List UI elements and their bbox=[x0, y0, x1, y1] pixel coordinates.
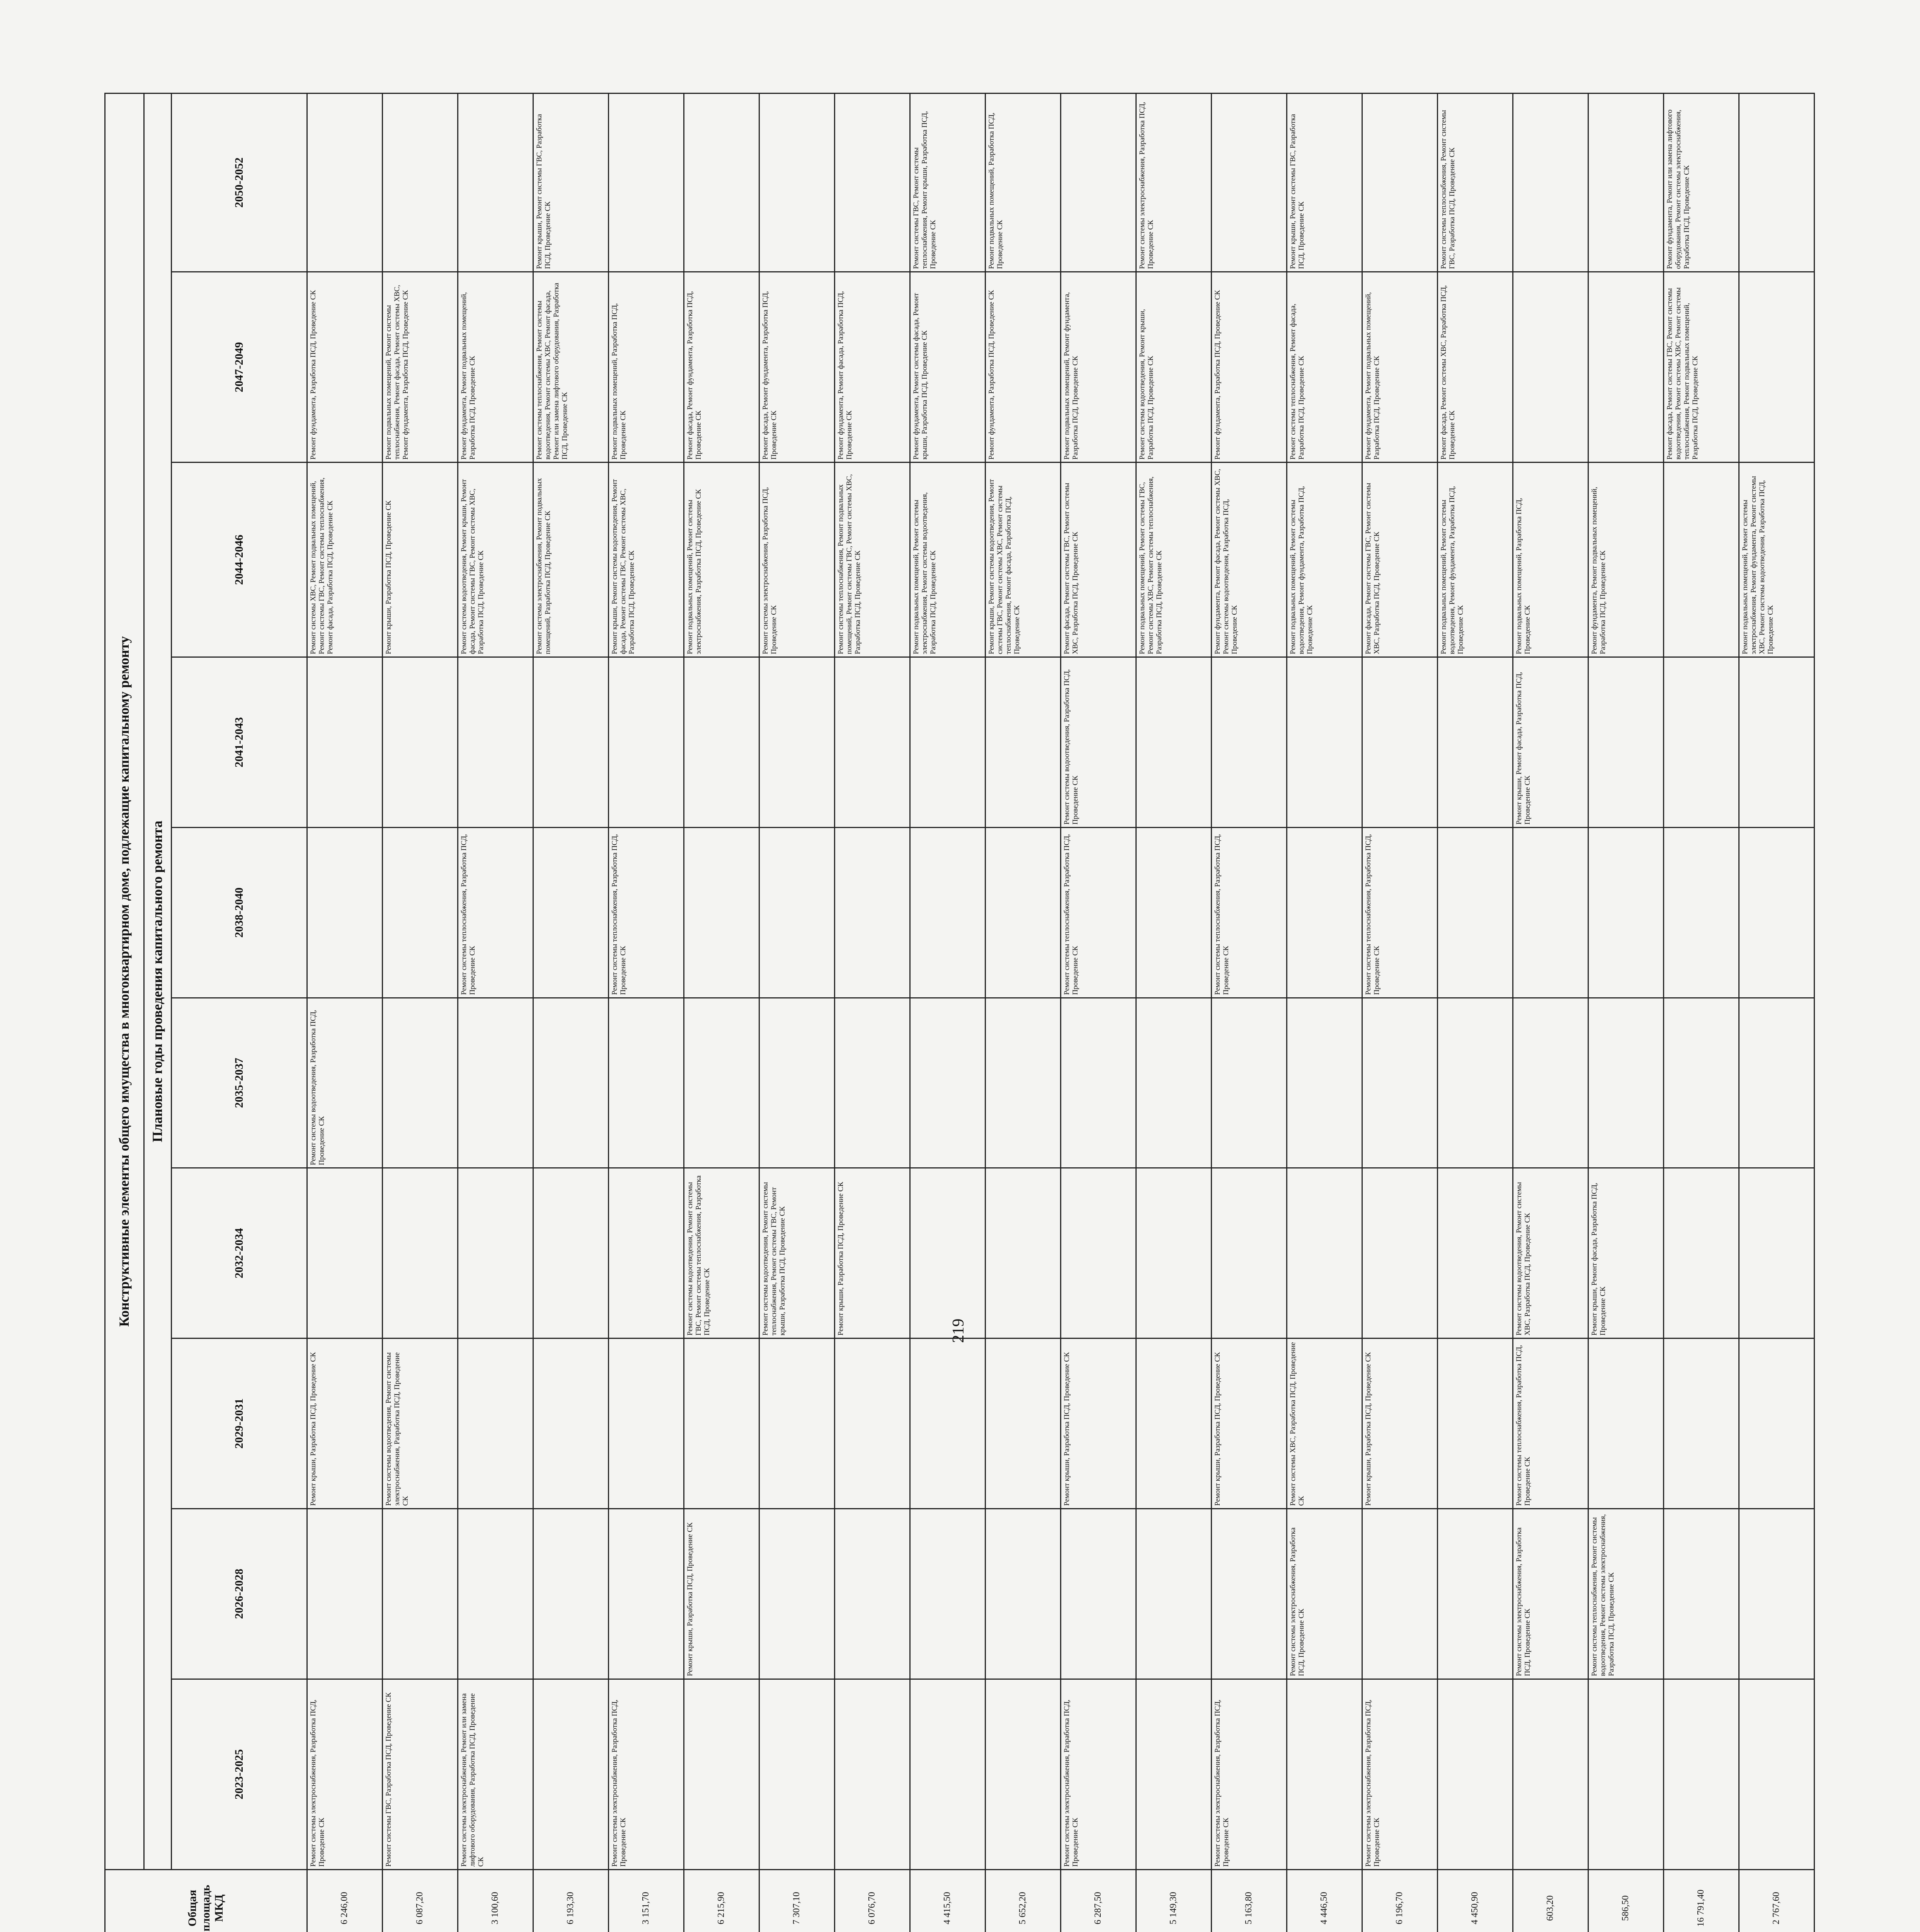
row-period-works bbox=[1438, 657, 1513, 828]
row-period-works: Ремонт системы теплоснабжения, Разработка ПСД, Проведение СК bbox=[1212, 827, 1287, 998]
table-row bbox=[986, 94, 1061, 1932]
row-period-works bbox=[1513, 1679, 1588, 1869]
row-period-works bbox=[835, 1338, 910, 1509]
row-period-works bbox=[835, 998, 910, 1168]
row-period-works: Ремонт системы ХВС, Разработка ПСД, Проведение СК bbox=[1287, 1338, 1362, 1509]
row-period-works bbox=[1588, 1338, 1664, 1509]
row-period-works: Ремонт крыши, Разработка ПСД, Проведение СК bbox=[383, 463, 458, 657]
row-period-works: Ремонт системы водоотведения, Ремонт системы ГВС, Ремонт системы теплоснабжения, Разработка ПСД, Проведение СК bbox=[684, 1168, 759, 1338]
row-period-works bbox=[533, 998, 609, 1168]
row-period-works: Ремонт крыши, Разработка ПСД, Проведение СК bbox=[1212, 1338, 1287, 1509]
header-period: 2032-2034 bbox=[172, 1168, 307, 1338]
row-period-works: Ремонт системы электроснабжения, Ремонт или замена лифтового оборудования, Разработка ПСД, Проведение СК bbox=[458, 1679, 533, 1869]
row-period-works bbox=[910, 657, 986, 828]
row-period-works: Ремонт системы водоотведения, Ремонт системы теплоснабжения, Ремонт системы ГВС, Ремонт крыши, Разработка ПСД, Проведение СК bbox=[759, 1168, 835, 1338]
row-period-works bbox=[1136, 998, 1212, 1168]
row-period-works bbox=[910, 1168, 986, 1338]
row-period-works bbox=[1664, 1168, 1739, 1338]
row-period-works bbox=[1739, 1338, 1814, 1509]
row-period-works: Ремонт системы электроснабжения, Разработка ПСД, Проведение СК bbox=[1212, 1679, 1287, 1869]
table-row bbox=[910, 94, 986, 1932]
row-period-works bbox=[458, 657, 533, 828]
header-group-title: Конструктивные элементы общего имущества в многоквартирном доме, подлежащие капитальному ремонту bbox=[105, 94, 144, 1870]
header-period: 2047-2049 bbox=[172, 272, 307, 463]
row-area: 7 307,10 bbox=[759, 1870, 835, 1932]
row-period-works: Ремонт системы водоотведения, Разработка ПСД, Проведение СК bbox=[1061, 657, 1136, 828]
row-area: 3 100,60 bbox=[458, 1870, 533, 1932]
row-period-works bbox=[1287, 657, 1362, 828]
row-period-works bbox=[1588, 94, 1664, 272]
row-period-works: Ремонт системы водоотведения, Разработка ПСД, Проведение СК bbox=[307, 998, 383, 1168]
row-period-works: Ремонт системы электроснабжения, Разработка ПСД, Проведение СК bbox=[307, 1679, 383, 1869]
row-period-works: Ремонт системы теплоснабжения, Разработка ПСД, Проведение СК bbox=[1362, 827, 1438, 998]
row-period-works: Ремонт системы водоотведения, Ремонт системы электроснабжения, Разработка ПСД, Проведение СК bbox=[383, 1338, 458, 1509]
row-period-works bbox=[1739, 1679, 1814, 1869]
row-period-works bbox=[458, 94, 533, 272]
row-area: 4 446,50 bbox=[1287, 1870, 1362, 1932]
row-period-works bbox=[307, 1509, 383, 1679]
row-period-works bbox=[835, 827, 910, 998]
row-period-works bbox=[1588, 657, 1664, 828]
row-period-works: Ремонт фундамента, Разработка ПСД, Проведение СК bbox=[986, 272, 1061, 463]
row-period-works bbox=[1438, 1509, 1513, 1679]
row-period-works bbox=[1362, 657, 1438, 828]
row-period-works bbox=[1212, 94, 1287, 272]
table-row bbox=[1664, 94, 1739, 1932]
row-period-works bbox=[1588, 827, 1664, 998]
row-period-works: Ремонт крыши, Разработка ПСД, Проведение СК bbox=[835, 1168, 910, 1338]
row-period-works: Ремонт крыши, Ремонт системы ГВС, Разработка ПСД, Проведение СК bbox=[533, 94, 609, 272]
row-period-works bbox=[1664, 1679, 1739, 1869]
row-period-works: Ремонт фундамента, Ремонт фасада, Ремонт системы ХВС, Ремонт системы водоотведения, Разработка ПСД, Проведение СК bbox=[1212, 463, 1287, 657]
row-period-works bbox=[759, 998, 835, 1168]
row-period-works: Ремонт фундамента, Ремонт подвальных помещений, Разработка ПСД, Проведение СК bbox=[1588, 463, 1664, 657]
row-period-works bbox=[1212, 1168, 1287, 1338]
row-period-works bbox=[986, 1338, 1061, 1509]
row-period-works: Ремонт подвальных помещений, Ремонт системы электроснабжения, Разработка ПСД, Проведение СК bbox=[684, 463, 759, 657]
row-period-works: Ремонт крыши, Ремонт системы водоотведения, Ремонт фасада, Ремонт системы ГВС, Ремонт системы ХВС, Разработка ПСД, Проведение СК bbox=[609, 463, 684, 657]
row-period-works: Ремонт системы электроснабжения, Разработка ПСД, Проведение СК bbox=[759, 463, 835, 657]
row-period-works bbox=[1061, 1509, 1136, 1679]
row-period-works: Ремонт подвальных помещений, Ремонт системы водоотведения, Ремонт фундамента, Разработка ПСД, Проведение СК bbox=[1287, 463, 1362, 657]
header-period: 2029-2031 bbox=[172, 1338, 307, 1509]
row-period-works bbox=[383, 1509, 458, 1679]
row-period-works bbox=[1136, 1679, 1212, 1869]
row-period-works bbox=[1438, 1679, 1513, 1869]
row-period-works bbox=[1513, 998, 1588, 1168]
capital-repair-table bbox=[104, 93, 1815, 1932]
row-period-works bbox=[684, 657, 759, 828]
row-period-works bbox=[759, 1338, 835, 1509]
header-period: 2035-2037 bbox=[172, 998, 307, 1168]
row-period-works bbox=[1061, 998, 1136, 1168]
row-period-works bbox=[910, 1338, 986, 1509]
row-period-works: Ремонт крыши, Разработка ПСД, Проведение СК bbox=[307, 1338, 383, 1509]
row-area: 5 163,80 bbox=[1212, 1870, 1287, 1932]
row-period-works bbox=[307, 94, 383, 272]
row-period-works bbox=[458, 998, 533, 1168]
row-period-works bbox=[835, 1509, 910, 1679]
row-period-works: Ремонт системы электроснабжения, Разработка ПСД, Проведение СК bbox=[1287, 1509, 1362, 1679]
row-period-works bbox=[1739, 272, 1814, 463]
row-period-works bbox=[986, 657, 1061, 828]
row-period-works bbox=[1664, 827, 1739, 998]
row-period-works: Ремонт крыши, Ремонт системы водоотведения, Ремонт системы ГВС, Ремонт системы ХВС, Ремонт системы теплоснабжения, Ремонт фасада, Разработка ПСД, Проведение СК bbox=[986, 463, 1061, 657]
row-period-works: Ремонт подвальных помещений, Ремонт фундамента, Разработка ПСД, Проведение СК bbox=[1061, 272, 1136, 463]
row-period-works: Ремонт крыши, Ремонт фасада, Разработка ПСД, Проведение СК bbox=[1513, 657, 1588, 828]
row-period-works bbox=[458, 1168, 533, 1338]
row-period-works: Ремонт крыши, Разработка ПСД, Проведение СК bbox=[1362, 1338, 1438, 1509]
header-period: 2023-2025 bbox=[172, 1679, 307, 1869]
row-period-works: Ремонт системы электроснабжения, Разработка ПСД, Проведение СК bbox=[1136, 94, 1212, 272]
row-period-works: Ремонт фундамента, Ремонт фасада, Разработка ПСД, Проведение СК bbox=[835, 272, 910, 463]
row-period-works: Ремонт системы ХВС, Ремонт подвальных помещений, Ремонт системы ГВС, Ремонт системы теплоснабжения, Ремонт фасада, Разработка ПСД, Проведение СК bbox=[307, 463, 383, 657]
row-area: 6 087,20 bbox=[383, 1870, 458, 1932]
row-period-works bbox=[1588, 1679, 1664, 1869]
row-period-works bbox=[1212, 1509, 1287, 1679]
table-row bbox=[1362, 94, 1438, 1932]
row-period-works bbox=[1287, 827, 1362, 998]
row-area: 6 246,00 bbox=[307, 1870, 383, 1932]
row-period-works: Ремонт системы ГВС, Разработка ПСД, Проведение СК bbox=[383, 1679, 458, 1869]
row-period-works bbox=[1136, 1509, 1212, 1679]
row-period-works: Ремонт подвальных помещений, Разработка ПСД, Проведение СК bbox=[986, 94, 1061, 272]
row-period-works: Ремонт фасада, Ремонт системы ГВС, Ремонт системы ХВС, Разработка ПСД, Проведение СК bbox=[1061, 463, 1136, 657]
row-period-works bbox=[609, 1338, 684, 1509]
row-period-works bbox=[1136, 657, 1212, 828]
row-period-works bbox=[1287, 1679, 1362, 1869]
row-period-works bbox=[609, 998, 684, 1168]
row-period-works bbox=[910, 998, 986, 1168]
row-period-works bbox=[609, 1509, 684, 1679]
row-period-works: Ремонт системы электроснабжения, Разработка ПСД, Проведение СК bbox=[1061, 1679, 1136, 1869]
row-period-works bbox=[1513, 827, 1588, 998]
row-period-works: Ремонт подвальных помещений, Ремонт системы водоотведения, Ремонт фундамента, Разработка ПСД, Проведение СК bbox=[1438, 463, 1513, 657]
row-period-works bbox=[986, 1679, 1061, 1869]
row-period-works bbox=[533, 1338, 609, 1509]
row-period-works bbox=[307, 1168, 383, 1338]
row-period-works bbox=[684, 1679, 759, 1869]
table-row bbox=[1136, 94, 1212, 1932]
row-period-works: Ремонт фасада, Ремонт системы ГВС, Ремонт системы ХВС, Разработка ПСД, Проведение СК bbox=[1362, 463, 1438, 657]
row-period-works: Ремонт системы теплоснабжения, Разработка ПСД, Проведение СК bbox=[609, 827, 684, 998]
table-row bbox=[835, 94, 910, 1932]
row-period-works bbox=[910, 1679, 986, 1869]
row-period-works bbox=[1362, 94, 1438, 272]
row-period-works: Ремонт крыши, Ремонт системы ГВС, Разработка ПСД, Проведение СК bbox=[1287, 94, 1362, 272]
row-period-works bbox=[986, 827, 1061, 998]
table-row bbox=[1287, 94, 1362, 1932]
row-period-works bbox=[1061, 1168, 1136, 1338]
row-period-works bbox=[383, 827, 458, 998]
row-period-works bbox=[609, 1168, 684, 1338]
row-period-works: Ремонт фундамента, Ремонт или замена лифтового оборудования, Ремонт системы электроснабжения, Разработка ПСД, Проведение СК bbox=[1664, 94, 1739, 272]
row-area: 603,20 bbox=[1513, 1870, 1588, 1932]
row-period-works bbox=[684, 94, 759, 272]
page-number: 219 bbox=[950, 1318, 967, 1343]
header-area: Общая площадь МКД bbox=[105, 1870, 307, 1932]
row-area: 6 287,50 bbox=[1061, 1870, 1136, 1932]
rotated-table-container bbox=[104, 93, 1851, 1932]
row-period-works: Ремонт крыши, Ремонт фасада, Разработка ПСД, Проведение СК bbox=[1588, 1168, 1664, 1338]
row-period-works bbox=[759, 1509, 835, 1679]
row-period-works: Ремонт фундамента, Разработка ПСД, Проведение СК bbox=[1212, 272, 1287, 463]
row-period-works: Ремонт подвальных помещений, Ремонт системы электроснабжения, Ремонт фундамента, Ремонт системы ХВС, Ремонт системы водоотведения, Разработка ПСД, Проведение СК bbox=[1739, 463, 1814, 657]
row-period-works bbox=[986, 1509, 1061, 1679]
row-period-works bbox=[533, 1168, 609, 1338]
row-period-works bbox=[1438, 1168, 1513, 1338]
table-row bbox=[1588, 94, 1664, 1932]
row-period-works: Ремонт подвальных помещений, Разработка ПСД, Проведение СК bbox=[609, 272, 684, 463]
row-period-works bbox=[1588, 998, 1664, 1168]
header-period: 2038-2040 bbox=[172, 827, 307, 998]
header-period: 2041-2043 bbox=[172, 657, 307, 828]
row-period-works bbox=[1739, 1509, 1814, 1679]
row-period-works bbox=[1664, 463, 1739, 657]
row-period-works bbox=[835, 94, 910, 272]
row-area: 586,50 bbox=[1588, 1870, 1664, 1932]
row-period-works bbox=[759, 94, 835, 272]
row-period-works: Ремонт системы электроснабжения, Ремонт подвальных помещений, Разработка ПСД, Проведение СК bbox=[533, 463, 609, 657]
table-row bbox=[1061, 94, 1136, 1932]
row-period-works bbox=[1438, 1338, 1513, 1509]
row-period-works bbox=[1136, 1168, 1212, 1338]
row-area: 5 149,30 bbox=[1136, 1870, 1212, 1932]
row-period-works: Ремонт системы теплоснабжения, Разработка ПСД, Проведение СК bbox=[1513, 1338, 1588, 1509]
row-period-works: Ремонт системы водоотведения, Ремонт крыши, Разработка ПСД, Проведение СК bbox=[1136, 272, 1212, 463]
row-period-works bbox=[1438, 827, 1513, 998]
row-period-works bbox=[533, 657, 609, 828]
row-area: 6 193,30 bbox=[533, 1870, 609, 1932]
row-period-works bbox=[1287, 998, 1362, 1168]
table-row bbox=[1739, 94, 1814, 1932]
row-period-works: Ремонт системы теплоснабжения, Разработка ПСД, Проведение СК bbox=[1061, 827, 1136, 998]
row-period-works: Ремонт системы теплоснабжения, Ремонт системы ГВС, Разработка ПСД, Проведение СК bbox=[1438, 94, 1513, 272]
row-area: 3 151,70 bbox=[609, 1870, 684, 1932]
row-period-works: Ремонт фасада, Ремонт системы ХВС, Разработка ПСД, Проведение СК bbox=[1438, 272, 1513, 463]
row-area: 6 215,90 bbox=[684, 1870, 759, 1932]
row-period-works: Ремонт крыши, Разработка ПСД, Проведение СК bbox=[684, 1509, 759, 1679]
header-period: 2026-2028 bbox=[172, 1509, 307, 1679]
header-period: 2044-2046 bbox=[172, 463, 307, 657]
row-period-works: Ремонт системы теплоснабжения, Ремонт подвальных помещений, Ремонт системы ГВС, Ремонт системы ХВС, Разработка ПСД, Проведение СК bbox=[835, 463, 910, 657]
row-period-works bbox=[910, 1509, 986, 1679]
row-period-works bbox=[759, 1679, 835, 1869]
row-period-works: Ремонт системы теплоснабжения, Ремонт системы водоотведения, Ремонт системы электроснабжения, Разработка ПСД, Проведение СК bbox=[1588, 1509, 1664, 1679]
row-period-works bbox=[684, 998, 759, 1168]
row-period-works bbox=[533, 1679, 609, 1869]
row-period-works: Ремонт системы водоотведения, Ремонт системы ХВС, Разработка ПСД, Проведение СК bbox=[1513, 1168, 1588, 1338]
row-period-works: Ремонт фасада, Ремонт фундамента, Разработка ПСД, Проведение СК bbox=[684, 272, 759, 463]
row-period-works: Ремонт системы электроснабжения, Разработка ПСД, Проведение СК bbox=[1362, 1679, 1438, 1869]
row-period-works: Ремонт крыши, Разработка ПСД, Проведение СК bbox=[1061, 1338, 1136, 1509]
table-row bbox=[759, 94, 835, 1932]
row-period-works bbox=[609, 657, 684, 828]
row-period-works: Ремонт подвальных помещений, Разработка ПСД, Проведение СК bbox=[1513, 463, 1588, 657]
header-subgroup-title: Плановые годы проведения капитального ремонта bbox=[144, 94, 172, 1870]
row-period-works bbox=[1362, 1509, 1438, 1679]
row-period-works bbox=[1739, 657, 1814, 828]
row-period-works bbox=[835, 657, 910, 828]
row-period-works bbox=[1664, 1509, 1739, 1679]
row-period-works: Ремонт системы теплоснабжения, Ремонт фасада, Разработка ПСД, Проведение СК bbox=[1287, 272, 1362, 463]
row-period-works: Ремонт системы ГВС, Ремонт системы теплоснабжения, Ремонт крыши, Разработка ПСД, Проведение СК bbox=[910, 94, 986, 272]
row-period-works bbox=[835, 1679, 910, 1869]
row-period-works bbox=[986, 998, 1061, 1168]
row-area: 5 652,20 bbox=[986, 1870, 1061, 1932]
row-period-works bbox=[533, 1509, 609, 1679]
row-area: 4 450,90 bbox=[1438, 1870, 1513, 1932]
row-period-works bbox=[383, 998, 458, 1168]
row-period-works bbox=[1664, 998, 1739, 1168]
table-row bbox=[609, 94, 684, 1932]
row-period-works bbox=[1362, 1168, 1438, 1338]
table-row bbox=[458, 94, 533, 1932]
row-period-works bbox=[1438, 998, 1513, 1168]
table-row bbox=[1513, 94, 1588, 1932]
header-period: 2050-2052 bbox=[172, 94, 307, 272]
row-period-works bbox=[383, 94, 458, 272]
row-period-works bbox=[1061, 94, 1136, 272]
row-period-works: Ремонт фасада, Ремонт системы ГВС, Ремонт системы водоотведения, Ремонт системы ХВС, Ремонт системы теплоснабжения, Ремонт подвальных помещений, Разработка ПСД, Проведение СК bbox=[1664, 272, 1739, 463]
row-period-works: Ремонт системы электроснабжения, Разработка ПСД, Проведение СК bbox=[609, 1679, 684, 1869]
row-period-works: Ремонт фундамента, Ремонт подвальных помещений, Разработка ПСД, Проведение СК bbox=[1362, 272, 1438, 463]
row-period-works bbox=[1588, 272, 1664, 463]
table-row bbox=[1438, 94, 1513, 1932]
row-period-works bbox=[307, 827, 383, 998]
table-row bbox=[1212, 94, 1287, 1932]
row-period-works bbox=[1664, 1338, 1739, 1509]
row-period-works bbox=[1739, 94, 1814, 272]
table-row bbox=[684, 94, 759, 1932]
row-period-works bbox=[1136, 827, 1212, 998]
row-period-works: Ремонт фундамента, Ремонт подвальных помещений, Разработка ПСД, Проведение СК bbox=[458, 272, 533, 463]
row-period-works bbox=[759, 657, 835, 828]
row-period-works bbox=[1212, 998, 1287, 1168]
row-area: 4 415,50 bbox=[910, 1870, 986, 1932]
row-period-works bbox=[1664, 657, 1739, 828]
row-period-works: Ремонт системы теплоснабжения, Ремонт системы водоотведения, Ремонт системы ХВС, Ремонт фасада, Ремонт или замена лифтового оборудования, Разработка ПСД, Проведение СК bbox=[533, 272, 609, 463]
table-row bbox=[383, 94, 458, 1932]
row-period-works bbox=[383, 657, 458, 828]
row-period-works: Ремонт фасада, Ремонт фундамента, Разработка ПСД, Проведение СК bbox=[759, 272, 835, 463]
row-period-works bbox=[1362, 998, 1438, 1168]
row-period-works bbox=[533, 827, 609, 998]
row-period-works: Ремонт системы водоотведения, Ремонт крыши, Ремонт фасада, Ремонт системы ГВС, Ремонт системы ХВС, Разработка ПСД, Проведение СК bbox=[458, 463, 533, 657]
row-period-works: Ремонт фундамента, Ремонт системы фасада, Ремонт крыши, Разработка ПСД, Проведение СК bbox=[910, 272, 986, 463]
row-period-works bbox=[458, 1338, 533, 1509]
row-period-works bbox=[684, 827, 759, 998]
row-area: 6 076,70 bbox=[835, 1870, 910, 1932]
row-period-works bbox=[759, 827, 835, 998]
row-period-works bbox=[383, 1168, 458, 1338]
row-period-works: Ремонт системы электроснабжения, Разработка ПСД, Проведение СК bbox=[1513, 1509, 1588, 1679]
table-row bbox=[533, 94, 609, 1932]
row-area: 6 196,70 bbox=[1362, 1870, 1438, 1932]
row-period-works bbox=[458, 1509, 533, 1679]
row-period-works bbox=[1136, 1338, 1212, 1509]
row-period-works bbox=[609, 94, 684, 272]
row-period-works bbox=[1513, 94, 1588, 272]
row-period-works bbox=[1287, 1168, 1362, 1338]
row-area: 16 791,40 bbox=[1664, 1870, 1739, 1932]
row-period-works bbox=[307, 657, 383, 828]
row-period-works bbox=[1739, 998, 1814, 1168]
row-period-works: Ремонт подвальных помещений, Ремонт системы электроснабжения, Ремонт системы водоотведения, Разработка ПСД, Проведение СК bbox=[910, 463, 986, 657]
row-period-works: Ремонт подвальных помещений, Ремонт системы ГВС, Ремонт системы ХВС, Ремонт системы теплоснабжения, Разработка ПСД, Проведение СК bbox=[1136, 463, 1212, 657]
row-period-works bbox=[684, 1338, 759, 1509]
row-period-works bbox=[986, 1168, 1061, 1338]
row-period-works bbox=[1513, 272, 1588, 463]
row-period-works: Ремонт подвальных помещений, Ремонт системы теплоснабжения, Ремонт фасада, Ремонт системы ХВС, Ремонт фундамента, Разработка ПСД, Проведение СК bbox=[383, 272, 458, 463]
row-period-works bbox=[910, 827, 986, 998]
row-period-works bbox=[1212, 657, 1287, 828]
row-period-works bbox=[1739, 1168, 1814, 1338]
row-period-works: Ремонт системы теплоснабжения, Разработка ПСД, Проведение СК bbox=[458, 827, 533, 998]
row-period-works: Ремонт фундамента, Разработка ПСД, Проведение СК bbox=[307, 272, 383, 463]
table-row bbox=[307, 94, 383, 1932]
row-area: 2 767,60 bbox=[1739, 1870, 1814, 1932]
row-period-works bbox=[1739, 827, 1814, 998]
